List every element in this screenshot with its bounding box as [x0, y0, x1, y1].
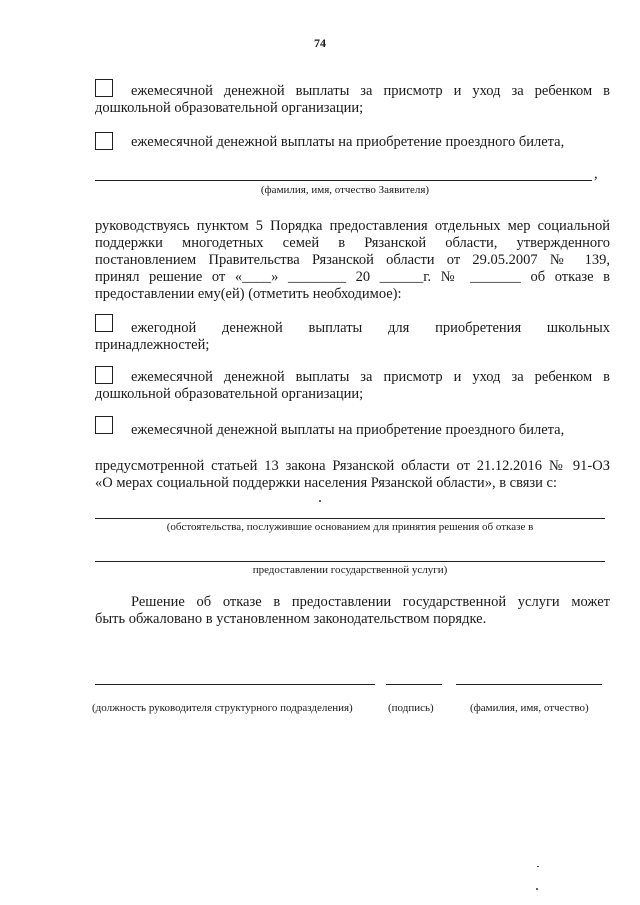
decision-paragraph-line1: руководствуясь пунктом 5 Порядка предоставления отдельных мер социальной: [95, 218, 610, 234]
appeal-paragraph-line1: Решение об отказе в предоставлении государственной услуги может: [131, 594, 610, 610]
appeal-paragraph-line2: быть обжаловано в установленном законодательством порядке.: [95, 611, 487, 627]
position-signature-line[interactable]: [95, 684, 375, 685]
circumstances-caption-1: (обстоятельства, послужившие основанием для принятия решения об отказе в: [166, 521, 534, 533]
law-paragraph-line1: предусмотренной статьей 13 закона Рязанской области от 21.12.2016 № 91-ОЗ: [95, 458, 610, 474]
decision-paragraph-line5: предоставлении ему(ей) (отметить необходимое):: [95, 286, 402, 302]
circumstances-field-2[interactable]: [95, 561, 605, 562]
circumstances-field-1[interactable]: [95, 518, 605, 519]
refusal-school-supplies-line1: ежегодной денежной выплаты для приобретения школьных: [131, 320, 610, 336]
option-childcare-line2-top: дошкольной образовательной организации;: [95, 100, 364, 116]
scan-speck-2: [536, 888, 538, 890]
refusal-school-supplies-line2: принадлежностей;: [95, 337, 210, 353]
applicant-comma: ,: [594, 166, 598, 182]
refusal-school-supplies-checkbox[interactable]: [95, 314, 113, 332]
stray-mark: [319, 500, 321, 502]
fullname-signature-line[interactable]: [456, 684, 602, 685]
refusal-childcare-line2: дошкольной образовательной организации;: [95, 386, 364, 402]
decision-paragraph-line4: принял решение от «____» ________ 20 ______г. № _______ об отказе в: [95, 269, 610, 285]
signature-line[interactable]: [386, 684, 442, 685]
decision-paragraph-line3: постановлением Правительства Рязанской области от 29.05.2007 № 139,: [95, 252, 610, 268]
refusal-transport-checkbox[interactable]: [95, 416, 113, 434]
option-childcare-line1-top: ежемесячной денежной выплаты за присмотр и уход за ребенком в: [131, 83, 610, 99]
refusal-transport-line: ежемесячной денежной выплаты на приобретение проездного билета,: [131, 422, 565, 438]
option-childcare-checkbox-top[interactable]: [95, 79, 113, 97]
law-paragraph-line2: «О мерах социальной поддержки населения Рязанской области», в связи с:: [95, 475, 558, 491]
name-caption: (фамилия, имя, отчество): [470, 702, 589, 714]
signature-caption: (подпись): [388, 702, 434, 714]
page-number: 74: [314, 36, 326, 50]
position-caption: (должность руководителя структурного подразделения): [92, 702, 353, 714]
circumstances-caption-2: предоставлении государственной услуги): [252, 564, 448, 576]
decision-paragraph-line2: поддержки многодетных семей в Рязанской области, утвержденного: [95, 235, 610, 251]
applicant-caption: (фамилия, имя, отчество Заявителя): [260, 184, 430, 196]
scan-speck-1: [537, 866, 539, 867]
option-transport-line-top: ежемесячной денежной выплаты на приобретение проездного билета,: [131, 134, 565, 150]
applicant-name-field[interactable]: [95, 180, 592, 181]
refusal-childcare-checkbox[interactable]: [95, 366, 113, 384]
option-transport-checkbox-top[interactable]: [95, 132, 113, 150]
refusal-childcare-line1: ежемесячной денежной выплаты за присмотр и уход за ребенком в: [131, 369, 610, 385]
